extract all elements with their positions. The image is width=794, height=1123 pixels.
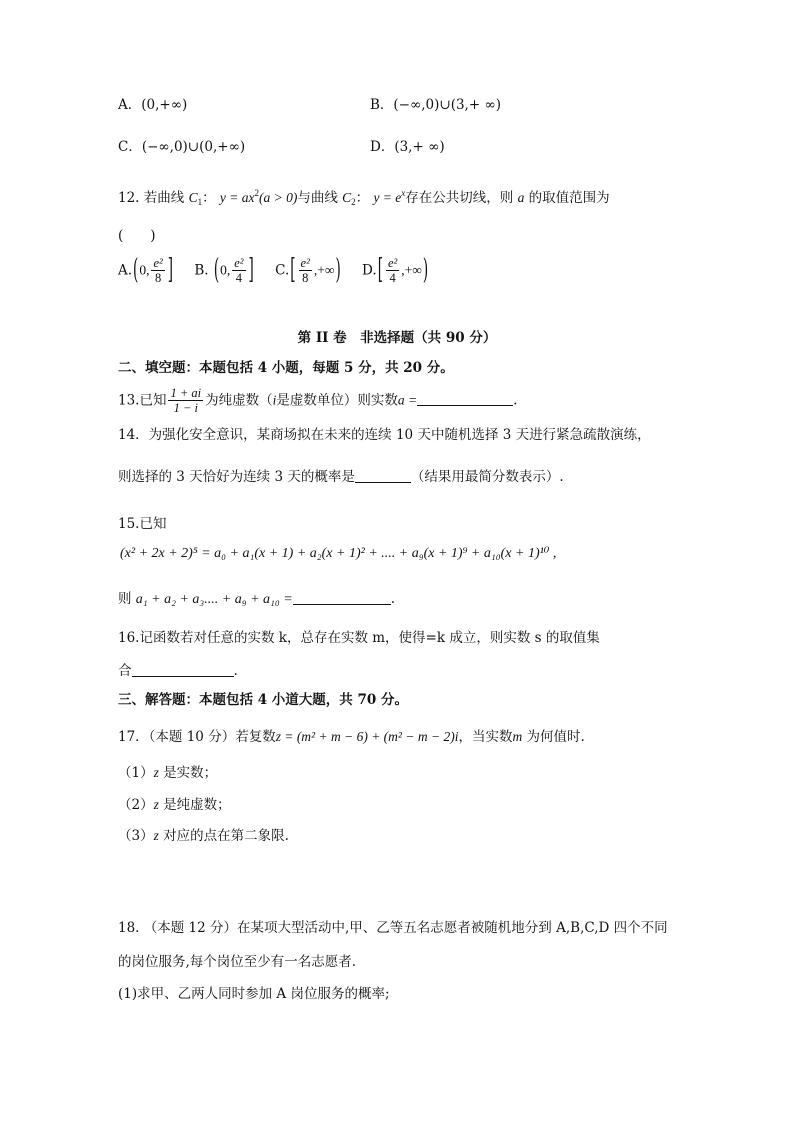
q13-stem: 13.已知 $\frac{1 + ai}{1 - i}$ 为纯虚数（i是虚数单位）则实数a = . [118,386,518,416]
q16-line2: 合 . [118,663,238,679]
q18-line1: 18. （本题 12 分）在某项大型活动中,甲、乙等五名志愿者被随机地分到 A,B,C,D 四个不同 [118,920,668,936]
q12-answer-paren: ( ) [118,228,156,244]
q12-option-c: C.[ $\frac{\text{e²}}{8}$ ,+∞) [275,253,341,288]
q12-stem: 12. 若曲线 $C_1$： $y = ax^2(a > 0)$与曲线 $C_2$： $y = e^x$存在公共切线，则 a 的取值范围为 [118,188,610,207]
q11-option-c: C．(−∞,0)∪(0,+∞) [118,139,246,155]
q15-question: 则 a₁ + a₂ + a₃.... + a₉ + a₁₀ = . [118,591,396,607]
section3-heading: 三、解答题：本题包括 4 小道大题，共 70 分。 [118,692,408,708]
q16-answer-blank [132,662,234,677]
q15-prefix: 15.已知 [118,516,167,532]
q11-option-a: A．(0,+∞) [118,97,188,113]
q11-option-d: D．(3,+ ∞) [370,139,445,155]
q16-line1: 16.记函数若对任意的实数 k，总存在实数 m，使得=k 成立，则实数 s 的取值集 [118,630,600,646]
section2-heading: 二、填空题：本题包括 4 小题，每题 5 分，共 20 分。 [118,360,454,376]
q14-answer-blank [355,468,411,483]
q18-line2: 的岗位服务,每个岗位至少有一名志愿者. [118,954,357,970]
q12-options [118,253,445,288]
q15-answer-blank [293,590,391,605]
q18-line3: (1)求甲、乙两人同时参加 A 岗位服务的概率; [118,986,390,1002]
q14-line1: 14．为强化安全意识，某商场拟在未来的连续 10 天中随机选择 3 天进行紧急疏散演练， [118,427,651,443]
q17-sub2: （2）z 是纯虚数； [118,797,231,813]
q12-option-d: D.[ $\frac{\text{e²}}{4}$ ,+∞) [362,253,429,288]
q11-option-b: B．(−∞,0)∪(3,+ ∞) [370,97,501,113]
q15-equation: (x² + 2x + 2)⁵ = a₀ + a₁(x + 1) + a₂(x + 1)² + .... + a₉(x + 1)⁹ + a₁₀(x + 1)¹⁰ , [120,546,557,561]
q13-answer-blank [417,391,513,406]
q12-option-a: A.(0, $\frac{\text{e²}}{8}$ ] [118,253,174,288]
q17-stem: 17．（本题 10 分）若复数z = (m² + m − 6) + (m² − m − 2)i，当实数m 为何值时. [118,729,585,745]
q14-line2: 则选择的 3 天恰好为连续 3 天的概率是 （结果用最简分数表示）. [118,469,564,485]
q12-option-b: B. (0, $\frac{\text{e²}}{4}$ ] [194,253,254,288]
part2-title: 第 II 卷 非选择题（共 90 分） [297,330,497,346]
q17-sub1: （1）z 是实数； [118,765,218,781]
q17-sub3: （3）z 对应的点在第二象限. [118,828,289,844]
